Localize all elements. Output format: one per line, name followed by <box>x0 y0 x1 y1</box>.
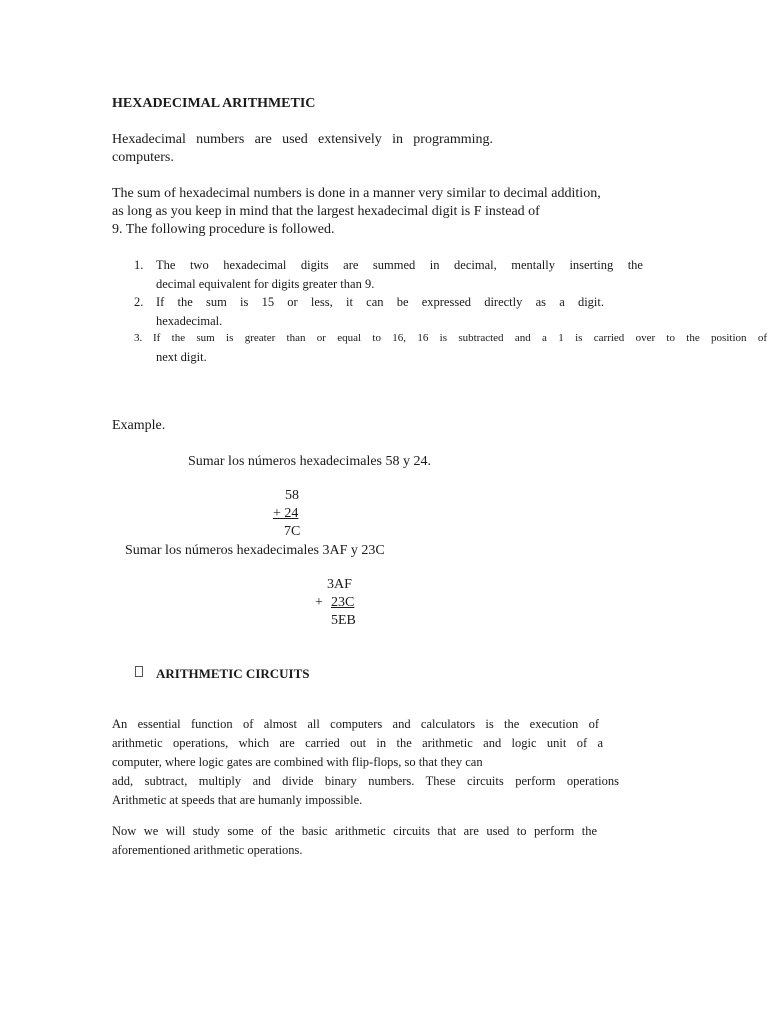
list-item-text: The two hexadecimal digits are summed in decimal, mentally inserting the <box>156 258 643 272</box>
list-number: 2. <box>134 295 144 309</box>
list-item-text: If the sum is 15 or less, it can be expressed directly as a digit. <box>156 295 604 309</box>
list-item-text: decimal equivalent for digits greater than 9. <box>156 277 375 291</box>
example2-addend-a: 3AF <box>327 577 352 592</box>
para2-line-2: as long as you keep in mind that the largest hexadecimal digit is F instead of <box>112 204 540 219</box>
section-para-line: Arithmetic at speeds that are humanly impossible. <box>112 793 363 807</box>
list-item-text: hexadecimal. <box>156 314 223 328</box>
example2-addend-b: 23C <box>331 595 355 610</box>
section-para-line: Now we will study some of the basic arithmetic circuits that are used to perform the <box>112 824 597 838</box>
intro-line-1: Hexadecimal numbers are used extensively in programming. <box>112 132 493 147</box>
list-item <box>134 256 643 294</box>
example2-prompt: Sumar los números hexadecimales 3AF y 23C <box>125 543 385 558</box>
list-number: 1. <box>134 258 144 272</box>
list-number: 3. <box>134 332 143 344</box>
example-label: Example. <box>112 418 166 433</box>
page-title: HEXADECIMAL ARITHMETIC <box>112 96 316 111</box>
example2-result: 5EB <box>331 613 356 628</box>
example1-addend-b: + 24 <box>273 506 299 521</box>
section-para-line: aforementioned arithmetic operations. <box>112 843 303 857</box>
para2-line-3: 9. The following procedure is followed. <box>112 222 335 237</box>
section-para-line: arithmetic operations, which are carried out in the arithmetic and logic unit of a <box>112 736 603 750</box>
section-para-line: computer, where logic gates are combined with flip-flops, so that they can <box>112 755 483 769</box>
list-item-text: next digit. <box>156 350 207 364</box>
example1-prompt: Sumar los números hexadecimales 58 y 24. <box>188 454 432 469</box>
example1-result: 7C <box>284 524 301 539</box>
list-item <box>134 293 604 331</box>
list-item-text: If the sum is greater than or equal to 16, 16 is subtracted and a 1 is carried over to the position of <box>153 332 767 344</box>
intro-line-2: computers. <box>112 150 174 165</box>
checkbox-icon <box>135 666 143 677</box>
example1-addend-a: 58 <box>285 488 299 503</box>
section-heading: ARITHMETIC CIRCUITS <box>156 666 310 681</box>
section-para-line: An essential function of almost all computers and calculators is the execution of <box>112 717 599 731</box>
list-item <box>134 329 767 367</box>
para2-line-1: The sum of hexadecimal numbers is done in a manner very similar to decimal addition, <box>112 186 601 201</box>
section-para-line: add, subtract, multiply and divide binary numbers. These circuits perform operations <box>112 774 619 788</box>
example2-plus: + <box>315 595 323 610</box>
